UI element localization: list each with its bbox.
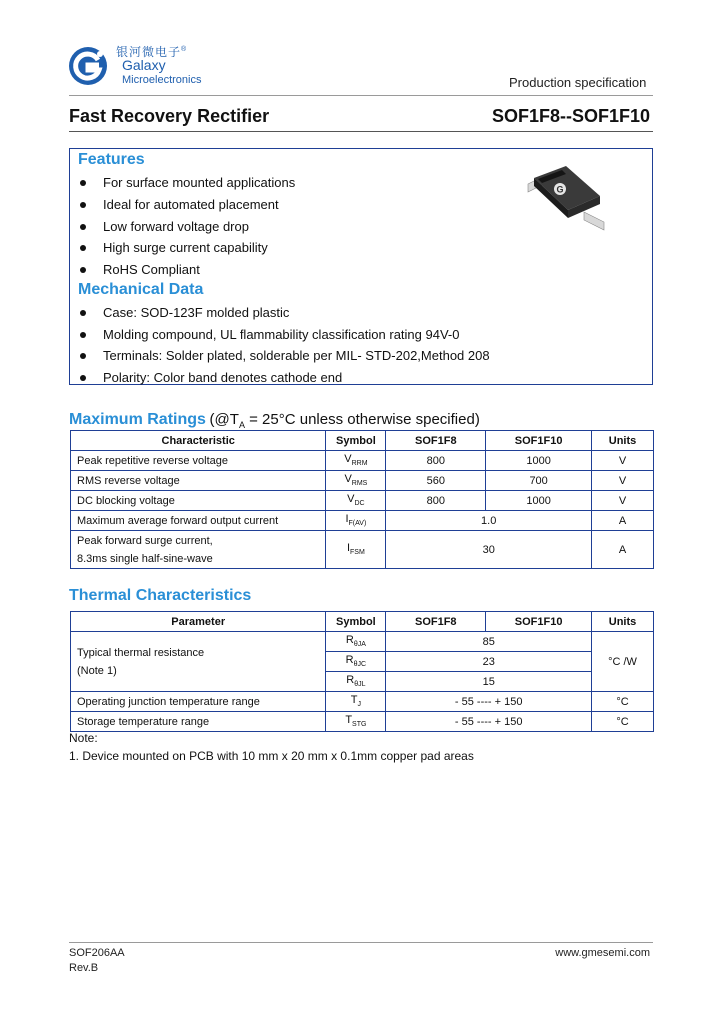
table-header-row: Parameter Symbol SOF1F8 SOF1F10 Units [71, 612, 654, 632]
logo-name: Galaxy [122, 57, 166, 73]
feature-item: RoHS Compliant [103, 262, 200, 277]
mechanical-item: Polarity: Color band denotes cathode end [103, 370, 342, 385]
max-ratings-title: Maximum Ratings ($@T_A = 25^\circ C$ unless otherwise specified) [69, 411, 480, 430]
mechanical-item: Case: SOD-123F molded plastic [103, 305, 289, 320]
table-row: DC blocking voltage $V_{DC}$ 800 1000 V [71, 491, 654, 511]
max-ratings-table [70, 430, 654, 569]
table-row: Peak forward surge current, 8.3ms single half-sine-wave $I_{FSM}$ 30 A [71, 531, 654, 569]
revision: Rev.B [69, 962, 99, 974]
mechanical-item: Terminals: Solder plated, solderable per MIL- STD-202,Method 208 [103, 348, 490, 363]
feature-item: For surface mounted applications [103, 175, 295, 190]
mechanical-heading: Mechanical Data [78, 281, 204, 298]
svg-text:G: G [556, 184, 564, 195]
feature-item: High surge current capability [103, 240, 268, 255]
thermal-table [70, 611, 654, 732]
feature-item: Ideal for automated placement [103, 197, 279, 212]
footer-divider [69, 942, 653, 943]
logo-chinese-text: 银河微电子® [116, 45, 188, 59]
galaxy-logo-icon [68, 46, 108, 86]
document-type: Production specification [509, 75, 647, 90]
mechanical-item: Molding compound, UL flammability classification rating 94V-0 [103, 327, 459, 342]
note-label: Note: [69, 731, 98, 745]
table-row: Peak repetitive reverse voltage $V_{RRM}$ 800 1000 V [71, 451, 654, 471]
header-divider [69, 95, 653, 96]
table-row: Operating junction temperature range $T_J$ - 55 ---- + 150 °C [71, 692, 654, 712]
table-row: RMS reverse voltage $V_{RMS}$ 560 700 V [71, 471, 654, 491]
table-row: Storage temperature range $T_{STG}$ - 55 ---- + 150 °C [71, 712, 654, 732]
table-row: $R_{\theta JC}$ 23 [71, 652, 654, 672]
feature-item: Low forward voltage drop [103, 219, 249, 234]
table-header-row: Characteristic Symbol SOF1F8 SOF1F10 Units [71, 431, 654, 451]
page-title: Fast Recovery Rectifier [69, 106, 270, 126]
table-row: Typical thermal resistance (Note 1) $R_{\theta JA}$ 85 °C /W [71, 632, 654, 652]
table-row: Maximum average forward output current $I_{F(AV)}$ 1.0 A [71, 511, 654, 531]
website-url: www.gmesemi.com [555, 947, 650, 959]
logo-subtitle: Microelectronics [122, 74, 202, 86]
sod123f-package-image [520, 160, 612, 238]
features-heading: Features [78, 151, 145, 168]
note-item-1: 1. Device mounted on PCB with 10 mm x 20 mm x 0.1mm copper pad areas [69, 749, 474, 763]
thermal-heading: Thermal Characteristics [69, 587, 252, 604]
document-number: SOF206AA [69, 947, 125, 959]
title-divider [69, 131, 653, 132]
table-row: $R_{\theta JL}$ 15 [71, 672, 654, 692]
part-number-range: SOF1F8--SOF1F10 [491, 106, 650, 126]
max-ratings-heading: Maximum Ratings [69, 411, 206, 428]
